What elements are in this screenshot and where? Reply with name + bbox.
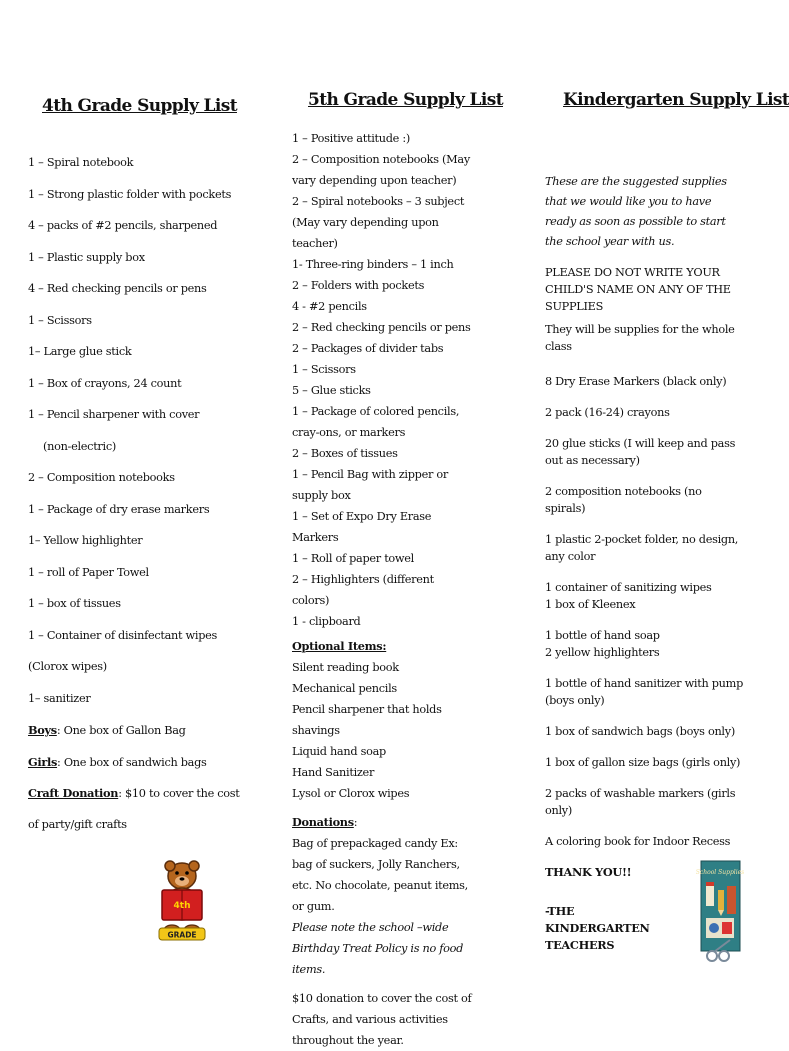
- kindergarten-title: Kindergarten Supply List: [563, 90, 789, 110]
- craft-label: Craft Donation: [28, 786, 119, 800]
- list-item-group: [545, 627, 745, 661]
- fifth-grade-title: 5th Grade Supply List: [308, 90, 503, 110]
- list-item: 4 - #2 pencils: [292, 300, 367, 313]
- donations-text: Bag of prepackaged candy Ex: bag of suckers, Jolly Ranchers, etc. No chocolate, peanut items, or gum.: [292, 837, 468, 913]
- list-item: 1 box of gallon size bags (girls only): [545, 756, 741, 769]
- list-item: 4 – packs of #2 pencils, sharpened: [28, 219, 218, 232]
- list-item: 2 – Composition notebooks (May vary depending upon teacher): [292, 153, 470, 187]
- donations-heading-line: [292, 812, 472, 833]
- boys-line: [28, 719, 263, 751]
- list-item: 1 - clipboard: [292, 615, 361, 628]
- list-item: 1 – Roll of paper towel: [292, 552, 414, 565]
- craft-line-2: of party/gift crafts: [28, 817, 127, 831]
- list-item: 1 – box of tissues: [28, 597, 121, 610]
- list-item: 1 – roll of Paper Towel: [28, 565, 149, 579]
- list-item: 2 – Folders with pockets: [292, 279, 425, 292]
- list-item: 2 yellow highlighters: [545, 646, 660, 659]
- list-item: (non-electric): [43, 439, 116, 453]
- list-item: 1 – Set of Expo Dry Erase Markers: [292, 510, 432, 544]
- boys-text: : One box of Gallon Bag: [56, 724, 186, 737]
- fourth-grade-list: [28, 152, 263, 845]
- list-item: 1 – Spiral notebook: [28, 156, 134, 169]
- list-item: Mechanical pencils: [292, 682, 397, 695]
- list-item: 1 bottle of hand sanitizer with pump (boys only): [545, 677, 744, 707]
- list-item: 1 box of Kleenex: [545, 598, 636, 611]
- thank-you: THANK YOU!!: [545, 865, 632, 879]
- list-item: Silent reading book: [292, 661, 399, 674]
- list-item: 8 Dry Erase Markers (black only): [545, 375, 727, 388]
- list-item: 1- Three-ring binders – 1 inch: [292, 258, 454, 271]
- girls-line: [28, 751, 263, 783]
- girls-label: Girls: [28, 754, 58, 769]
- list-item: Hand Sanitizer: [292, 766, 375, 779]
- list-item: 1 – Strong plastic folder with pockets: [28, 187, 232, 201]
- list-item: 5 – Glue sticks: [292, 384, 371, 397]
- list-item: 2 – Red checking pencils or pens: [292, 321, 471, 334]
- birthday-policy-note: Please note the school –wide Birthday Treat Policy is no food items.: [292, 921, 464, 976]
- kindergarten-intro: These are the suggested supplies that we would like you to have ready as soon as possible to start the school year with us.: [545, 175, 727, 248]
- donations-heading: Donations: [292, 815, 354, 829]
- svg-text:4th: 4th: [173, 901, 191, 911]
- girls-text: : One box of sandwich bags: [57, 755, 207, 769]
- kindergarten-signoff: -THE KINDERGARTEN TEACHERS: [545, 904, 650, 952]
- list-item: 1 – Scissors: [292, 363, 356, 376]
- list-item: 2 pack (16-24) crayons: [545, 406, 670, 419]
- list-item: 1 – Pencil Bag with zipper or supply box: [292, 468, 448, 502]
- list-item: 20 glue sticks (I will keep and pass out as necessary): [545, 437, 736, 467]
- list-item: 2 packs of washable markers (girls only): [545, 787, 736, 817]
- craft-text: : $10 to cover the cost: [118, 787, 240, 800]
- list-item: 1 – Positive attitude :): [292, 132, 410, 145]
- list-item: 2 – Spiral notebooks – 3 subject (May vary depending upon teacher): [292, 195, 465, 250]
- craft-line: [28, 782, 263, 814]
- list-item: A coloring book for Indoor Recess: [545, 835, 731, 848]
- svg-text:GRADE: GRADE: [167, 930, 197, 940]
- list-item: 1 plastic 2-pocket folder, no design, any color: [545, 533, 739, 563]
- list-item: 1 – Container of disinfectant wipes: [28, 628, 218, 642]
- list-item: 2 composition notebooks (no spirals): [545, 485, 702, 515]
- list-item: 1– Large glue stick: [28, 345, 132, 358]
- fifth-grade-list: [292, 128, 472, 1051]
- list-item: 1 bottle of hand soap: [545, 629, 660, 642]
- kindergarten-notice-2: They will be supplies for the whole class: [545, 323, 735, 353]
- list-item: Lysol or Clorox wipes: [292, 787, 410, 800]
- list-item: Pencil sharpener that holds shavings: [292, 703, 442, 737]
- list-item: 2 – Highlighters (different colors): [292, 573, 434, 607]
- list-item: 1– sanitizer: [28, 691, 91, 705]
- list-item: 1 – Scissors: [28, 313, 92, 327]
- list-item: 1 – Package of dry erase markers: [28, 502, 210, 516]
- svg-text:School Supplies: School Supplies: [695, 869, 745, 876]
- list-item-group: [545, 579, 745, 613]
- list-item: 1 – Box of crayons, 24 count: [28, 376, 182, 390]
- list-item: 2 – Boxes of tissues: [292, 447, 398, 460]
- list-item: 1– Yellow highlighter: [28, 534, 143, 547]
- list-item: 1 – Package of colored pencils, cray-ons, or markers: [292, 405, 460, 439]
- list-item: 2 – Packages of divider tabs: [292, 342, 444, 355]
- kindergarten-notice: PLEASE DO NOT WRITE YOUR CHILD'S NAME ON ANY OF THE SUPPLIES: [545, 266, 731, 313]
- list-item: (Clorox wipes): [28, 660, 107, 673]
- list-item: 1 – Pencil sharpener with cover: [28, 408, 200, 421]
- donations-colon: :: [353, 816, 358, 829]
- list-item: Liquid hand soap: [292, 745, 386, 758]
- kindergarten-list: [545, 172, 745, 968]
- fourth-grade-title: 4th Grade Supply List: [42, 96, 237, 116]
- book-cover-icon: [695, 860, 745, 964]
- list-item: 1 – Plastic supply box: [28, 250, 145, 264]
- list-item: 1 box of sandwich bags (boys only): [545, 725, 735, 738]
- donation-money-text: $10 donation to cover the cost of Crafts, and various activities throughout the year.: [292, 992, 472, 1047]
- list-item: 4 – Red checking pencils or pens: [28, 282, 207, 295]
- optional-items-heading: Optional Items:: [292, 639, 387, 653]
- list-item: 2 – Composition notebooks: [28, 471, 175, 484]
- list-item: 1 container of sanitizing wipes: [545, 581, 712, 594]
- bear-mascot-icon: [154, 860, 210, 942]
- boys-label: Boys: [28, 723, 57, 737]
